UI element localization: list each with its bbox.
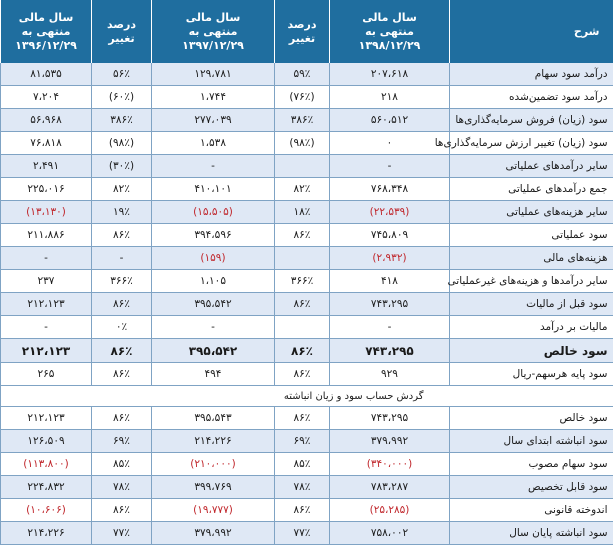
cell-1398: ۰ (330, 132, 450, 155)
table-row (1, 430, 613, 453)
table-row-net-profit (1, 339, 613, 363)
row-label: سایر درآمدها و هزینه‌های غیرعملیاتی (450, 270, 613, 293)
cell-change-1: ۶۹٪ (275, 430, 330, 453)
cell-change-2: ۸۶٪ (92, 407, 152, 430)
row-label: سود پایه هرسهم-ریال (450, 363, 613, 386)
cell-1397: (۱۹،۷۷۷) (152, 499, 275, 522)
cell-change-2: (۶۰٪) (92, 86, 152, 109)
cell-1397: ۳۹۴،۵۹۶ (152, 224, 275, 247)
table-row (1, 476, 613, 499)
cell-1396: - (1, 247, 92, 270)
row-label: سود عملیاتی (450, 224, 613, 247)
cell-change-1: (۷۶٪) (275, 86, 330, 109)
row-label: سود خالص (450, 407, 613, 430)
cell-change-2: ۳۶۶٪ (92, 270, 152, 293)
cell-1397: ۱،۱۰۵ (152, 270, 275, 293)
cell-1397: - (152, 316, 275, 339)
cell-1398: ۳۷۹،۹۹۲ (330, 430, 450, 453)
cell-change-2: ۵۶٪ (92, 63, 152, 86)
row-label: سود انباشته ابتدای سال (450, 430, 613, 453)
row-label: سود قابل تخصیص (450, 476, 613, 499)
cell-change-2: ۸۶٪ (92, 499, 152, 522)
header-change-1: درصد تغییر (275, 0, 330, 63)
table-row (1, 247, 613, 270)
cell-1398: ۹۲۹ (330, 363, 450, 386)
cell-change-1: ۸۲٪ (275, 178, 330, 201)
cell-change-1: ۷۷٪ (275, 522, 330, 545)
cell-change-1: ۸۶٪ (275, 499, 330, 522)
cell-1396: ۲۱۱،۸۸۶ (1, 224, 92, 247)
cell-change-1 (275, 155, 330, 178)
cell-change-1: ۵۹٪ (275, 63, 330, 86)
cell-change-1: (۹۸٪) (275, 132, 330, 155)
table-row (1, 363, 613, 386)
row-label: سایر درآمدهای عملیاتی (450, 155, 613, 178)
cell-1397: ۱۲۹،۷۸۱ (152, 63, 275, 86)
cell-1396: ۷۶،۸۱۸ (1, 132, 92, 155)
cell-1397: ۳۹۵،۵۴۲ (152, 339, 275, 363)
cell-change-1 (275, 316, 330, 339)
cell-1398: - (330, 316, 450, 339)
cell-change-2: ۸۲٪ (92, 178, 152, 201)
row-label: سود (زیان) تغییر ارزش سرمایه‌گذاری‌ها (450, 132, 613, 155)
cell-1398: ۴۱۸ (330, 270, 450, 293)
cell-1398: ۵۶۰،۵۱۲ (330, 109, 450, 132)
cell-change-2: ۷۸٪ (92, 476, 152, 499)
cell-1398: ۷۴۳،۲۹۵ (330, 293, 450, 316)
cell-1398: - (330, 155, 450, 178)
cell-1397: ۳۹۵،۵۴۳ (152, 407, 275, 430)
cell-1398: (۲۵،۲۸۵) (330, 499, 450, 522)
cell-1398: (۲۲،۵۳۹) (330, 201, 450, 224)
cell-change-1: ۳۸۶٪ (275, 109, 330, 132)
cell-1398: (۳۴۰،۰۰۰) (330, 453, 450, 476)
cell-1397: ۲۱۴،۲۲۶ (152, 430, 275, 453)
cell-1397: (۲۱۰،۰۰۰) (152, 453, 275, 476)
cell-change-2: ۶۹٪ (92, 430, 152, 453)
row-label: اندوخته قانونی (450, 499, 613, 522)
cell-1398: ۷۸۳،۲۸۷ (330, 476, 450, 499)
table-row (1, 109, 613, 132)
cell-change-2: ۸۶٪ (92, 224, 152, 247)
cell-1396: (۱۰،۶۰۶) (1, 499, 92, 522)
table-row (1, 63, 613, 86)
header-year-1396: سال مالی منتهی به ۱۳۹۶/۱۲/۲۹ (1, 0, 92, 63)
cell-1396: ۸۱،۵۳۵ (1, 63, 92, 86)
cell-1396: ۵۶،۹۶۸ (1, 109, 92, 132)
cell-1396: ۲۱۲،۱۲۳ (1, 293, 92, 316)
cell-change-1: ۸۶٪ (275, 363, 330, 386)
cell-1398: ۲۰۷،۶۱۸ (330, 63, 450, 86)
cell-1398: ۷۴۵،۸۰۹ (330, 224, 450, 247)
header-year-1398: سال مالی منتهی به ۱۳۹۸/۱۲/۲۹ (330, 0, 450, 63)
cell-change-2: (۳۰٪) (92, 155, 152, 178)
cell-change-2: (۹۸٪) (92, 132, 152, 155)
cell-1396: ۲۳۷ (1, 270, 92, 293)
cell-change-2: - (92, 247, 152, 270)
cell-1397: (۱۵۹) (152, 247, 275, 270)
cell-change-1: ۳۶۶٪ (275, 270, 330, 293)
section-subheading-row (1, 386, 613, 407)
row-label: سود انباشته پایان سال (450, 522, 613, 545)
cell-1396: ۷،۲۰۴ (1, 86, 92, 109)
cell-1397: (۱۵،۵۰۵) (152, 201, 275, 224)
cell-1397: ۱،۷۴۴ (152, 86, 275, 109)
cell-1397: ۳۹۵،۵۴۲ (152, 293, 275, 316)
table-row (1, 132, 613, 155)
row-label: درآمد سود تضمین‌شده (450, 86, 613, 109)
row-label: درآمد سود سهام (450, 63, 613, 86)
row-label: هزینه‌های مالی (450, 247, 613, 270)
cell-change-1: ۸۶٪ (275, 407, 330, 430)
cell-1398: ۷۶۸،۳۴۸ (330, 178, 450, 201)
cell-change-1: ۸۵٪ (275, 453, 330, 476)
cell-1396: ۲۱۲،۱۲۳ (1, 407, 92, 430)
row-label: سود خالص (450, 339, 613, 363)
row-label: سود قبل از مالیات (450, 293, 613, 316)
cell-change-1: ۸۶٪ (275, 224, 330, 247)
table-row (1, 155, 613, 178)
cell-1396: ۲۲۴،۸۳۲ (1, 476, 92, 499)
cell-change-2: ۱۹٪ (92, 201, 152, 224)
table-row (1, 522, 613, 545)
table-row (1, 224, 613, 247)
cell-1396: ۲۱۲،۱۲۳ (1, 339, 92, 363)
cell-change-2: ۳۸۶٪ (92, 109, 152, 132)
table-row (1, 407, 613, 430)
cell-1397: - (152, 155, 275, 178)
row-label: سود سهام مصوب (450, 453, 613, 476)
header-change-2: درصد تغییر (92, 0, 152, 63)
cell-1396: (۱۳،۱۳۰) (1, 201, 92, 224)
table-row (1, 293, 613, 316)
table-row (1, 86, 613, 109)
row-label: مالیات بر درآمد (450, 316, 613, 339)
cell-1397: ۴۱۰،۱۰۱ (152, 178, 275, 201)
cell-1396: ۲۶۵ (1, 363, 92, 386)
cell-change-2: ۸۶٪ (92, 363, 152, 386)
cell-1396: ۲۲۵،۰۱۶ (1, 178, 92, 201)
row-label: سایر هزینه‌های عملیاتی (450, 201, 613, 224)
cell-1396: ۲،۴۹۱ (1, 155, 92, 178)
header-description: شرح (450, 0, 613, 63)
row-label: جمع درآمدهای عملیاتی (450, 178, 613, 201)
cell-change-1: ۸۶٪ (275, 293, 330, 316)
section-subheading: گردش حساب سود و زیان انباشته (1, 386, 613, 407)
table-row (1, 270, 613, 293)
cell-1398: (۲،۹۳۲) (330, 247, 450, 270)
row-label: سود (زیان) فروش سرمایه‌گذاری‌ها (450, 109, 613, 132)
cell-1396: ۲۱۴،۲۲۶ (1, 522, 92, 545)
cell-1397: ۳۷۹،۹۹۲ (152, 522, 275, 545)
table-row (1, 201, 613, 224)
cell-1398: ۷۴۳،۲۹۵ (330, 407, 450, 430)
cell-1397: ۴۹۴ (152, 363, 275, 386)
cell-change-2: ۷۷٪ (92, 522, 152, 545)
header-year-1397: سال مالی منتهی به ۱۳۹۷/۱۲/۲۹ (152, 0, 275, 63)
cell-1397: ۳۹۹،۷۶۹ (152, 476, 275, 499)
cell-1396: - (1, 316, 92, 339)
cell-1397: ۲۷۷،۰۳۹ (152, 109, 275, 132)
cell-1397: ۱،۵۳۸ (152, 132, 275, 155)
cell-change-2: ۸۶٪ (92, 339, 152, 363)
cell-1398: ۷۴۳،۲۹۵ (330, 339, 450, 363)
cell-1396: (۱۱۳،۸۰۰) (1, 453, 92, 476)
cell-change-2: ۸۵٪ (92, 453, 152, 476)
table-row (1, 499, 613, 522)
cell-change-2: ۰٪ (92, 316, 152, 339)
cell-change-1: ۸۶٪ (275, 339, 330, 363)
cell-change-2: ۸۶٪ (92, 293, 152, 316)
cell-1398: ۲۱۸ (330, 86, 450, 109)
table-row (1, 178, 613, 201)
table-row (1, 453, 613, 476)
cell-change-1: ۱۸٪ (275, 201, 330, 224)
table-header-row (1, 0, 613, 63)
cell-1396: ۱۲۶،۵۰۹ (1, 430, 92, 453)
cell-change-1: ۷۸٪ (275, 476, 330, 499)
table-row (1, 316, 613, 339)
cell-1398: ۷۵۸،۰۰۲ (330, 522, 450, 545)
cell-change-1 (275, 247, 330, 270)
